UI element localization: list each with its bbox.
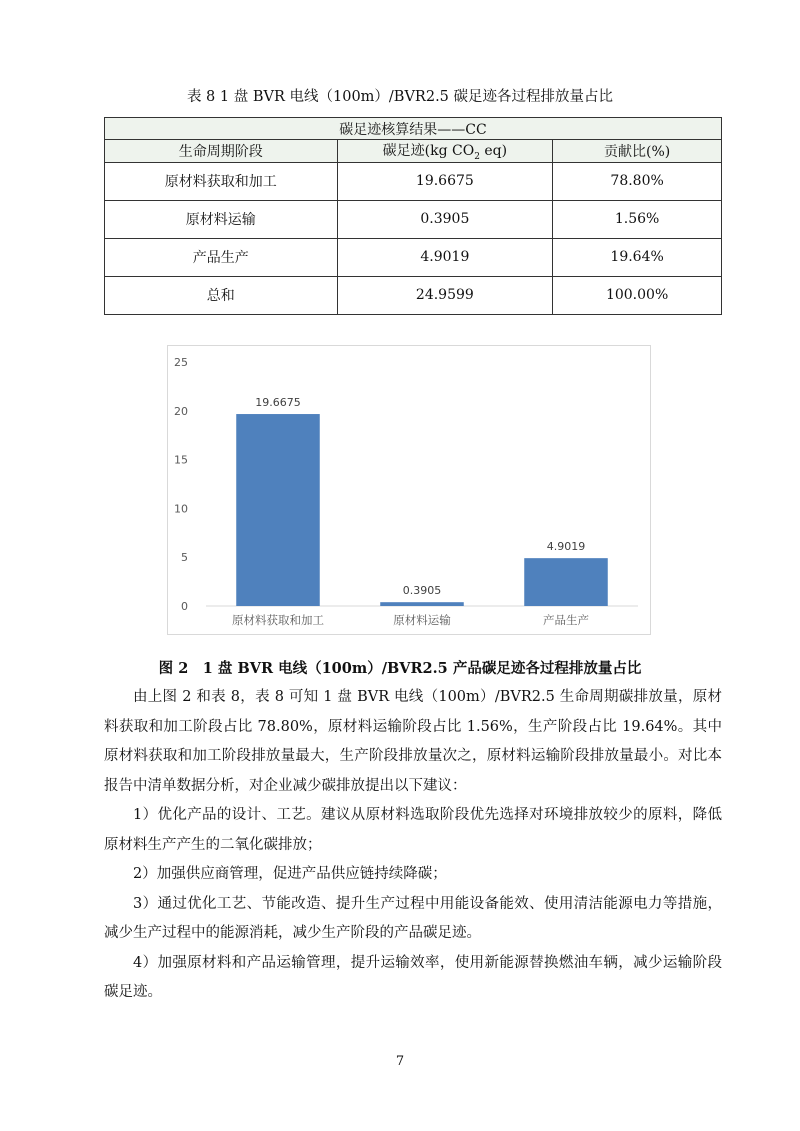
row-stage: 总和 [105,276,338,314]
page-number: 7 [395,1054,405,1069]
paragraph: 2）加强供应商管理，促进产品供应链持续降碳； [133,866,447,882]
row-share: 19.64% [553,238,722,276]
header-footprint-sub: 2 [474,151,480,162]
y-tick-label: 5 [181,551,188,565]
table-row [105,238,722,276]
x-tick-label: 原材料获取和加工 [232,613,324,627]
table-header-row [105,140,722,163]
header-footprint-prefix: 碳足迹(kg CO [382,143,475,159]
paragraph: 由上图 2 和表 8，表 8 可知 1 盘 BVR 电线（100m）/BVR2.5 生命周期碳排放量，原材料获取和加工阶段占比 78.80%，原材料运输阶段占比 1.56%，生产阶段占比 19.64%。其中原材料获取和加工阶段排放量最大，生产阶段排放量次之，原材料运输阶段排放量最小。对比本报告中清单数据分析，对企业减少碳排放提出以下建议： [104,689,722,794]
row-value: 0.3905 [337,200,553,238]
figure-caption: 图 2 1 盘 BVR 电线（100m）/BVR2.5 产品碳足迹各过程排放量占比 [158,660,642,677]
row-value: 24.9599 [337,276,553,314]
bar [236,414,320,606]
row-stage: 原材料运输 [105,200,338,238]
bar-chart [167,345,651,635]
header-share: 贡献比(%) [553,140,722,163]
body-text [104,683,722,1008]
x-tick-label: 产品生产 [543,613,589,627]
row-value: 19.6675 [337,162,553,200]
y-tick-label: 0 [181,600,188,613]
table-row [105,276,722,314]
bar [380,602,464,606]
row-share: 78.80% [553,162,722,200]
y-tick-label: 20 [174,404,188,418]
carbon-footprint-table [104,117,722,315]
row-share: 1.56% [553,200,722,238]
bar [524,558,608,606]
row-share: 100.00% [553,276,722,314]
data-label: 4.9019 [546,540,586,554]
table-row [105,200,722,238]
row-value: 4.9019 [337,238,553,276]
header-footprint-suffix: eq) [479,143,508,159]
table-title: 碳足迹核算结果——CC [105,118,722,140]
paragraph: 3）通过优化工艺、节能改造、提升生产过程中用能设备能效、使用清洁能源电力等措施，减少生产过程中的能源消耗，减少生产阶段的产品碳足迹。 [104,895,722,941]
data-label: 19.6675 [255,396,301,410]
data-label: 0.3905 [402,584,442,598]
bar-chart-svg [168,346,650,634]
x-tick-label: 原材料运输 [393,613,451,627]
y-tick-label: 25 [174,356,188,369]
row-stage: 产品生产 [105,238,338,276]
row-stage: 原材料获取和加工 [105,162,338,200]
y-tick-label: 15 [174,453,188,467]
table-row [105,162,722,200]
table-caption: 表 8 1 盘 BVR 电线（100m）/BVR2.5 碳足迹各过程排放量占比 [186,89,614,105]
paragraph: 4）加强原材料和产品运输管理，提升运输效率，使用新能源替换燃油车辆，减少运输阶段碳足迹。 [104,954,722,1000]
header-footprint [337,140,553,163]
table-title-row [105,118,722,140]
paragraph: 1）优化产品的设计、工艺。建议从原材料选取阶段优先选择对环境排放较少的原料，降低原材料生产产生的二氧化碳排放； [104,807,722,853]
y-tick-label: 10 [174,502,188,516]
header-stage: 生命周期阶段 [105,140,338,163]
